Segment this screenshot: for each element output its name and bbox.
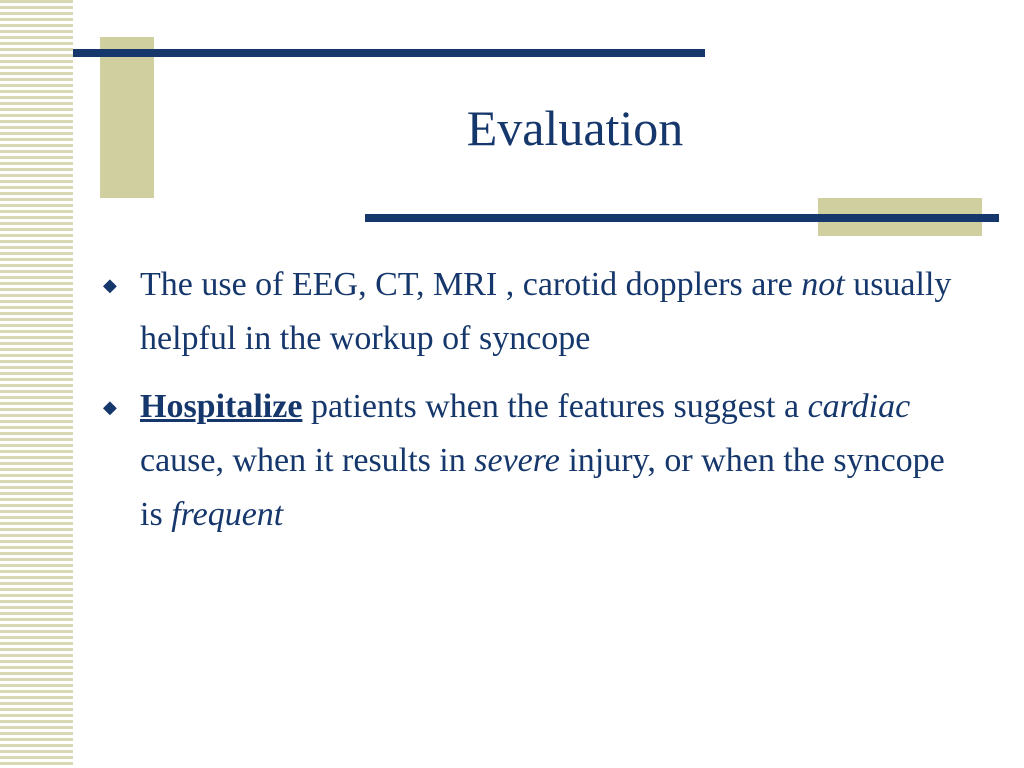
bullet-text-part: cause, when it results in: [140, 442, 475, 479]
diamond-bullet-icon: ◆: [103, 397, 117, 417]
emphasis-hospitalize: Hospitalize: [140, 388, 303, 425]
emphasis-frequent: frequent: [171, 496, 284, 533]
decorative-bottom-rule: [365, 214, 999, 222]
emphasis-severe: severe: [474, 442, 560, 479]
bullet-item-hospitalize: [103, 380, 963, 542]
bullet-item-diagnostics: [103, 258, 963, 366]
bullet-text-part: injury, or when the syncope is: [140, 442, 945, 533]
bullet-text-part: patients when the features suggest a: [302, 388, 808, 425]
decorative-top-block: [100, 37, 154, 198]
decorative-stripe-band: [0, 0, 73, 768]
bullet-text-part: usually helpful in the workup of syncope: [140, 266, 952, 357]
decorative-top-rule: [73, 49, 705, 57]
emphasis-cardiac: cardiac: [807, 388, 911, 425]
bullet-list: [103, 258, 963, 556]
slide-title: Evaluation: [466, 100, 684, 156]
diamond-bullet-icon: ◆: [103, 275, 117, 295]
emphasis-not: not: [801, 266, 845, 303]
bullet-text-part: The use of EEG, CT, MRI , carotid dopplers are: [140, 266, 802, 303]
